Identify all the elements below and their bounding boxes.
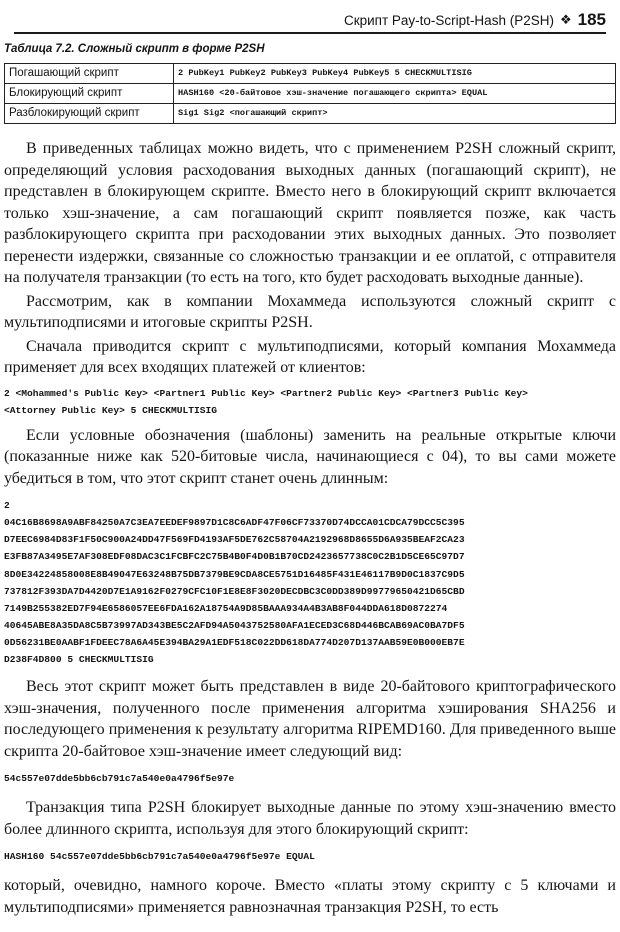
hex-script-code <box>4 497 616 668</box>
table-row <box>5 84 616 104</box>
diamond-separator-icon: ❖ <box>559 12 572 27</box>
hash-value-code: 54c557e07dde5bb6cb791c7a540e0a4796f5e97e <box>4 773 235 785</box>
paragraph: В приведенных таблицах можно видеть, что с применением P2SH сложный скрипт, определяющий условия расходования выходных данных (погашающий скрипт), не представлен в блокирующем скрипте. Вместо него в блокирующий скрипт включается только хэш-значение, а сам погашающий скрипт появляется позже, как часть разблокирующего скрипта при расходовании этих выходных данных. Это позволяет перенести издержки, связанные со сложностью транзакции и ее оплатой, с отправителя на получателя транзакции (то есть на того, кто будет расходовать выходные данные). <box>4 140 616 286</box>
code-line: D7EEC6984D83F1F50C900A24DD47F569FD4193AF5DE762C58704A2192968D8655D6A935BEAF2CA23 <box>4 534 465 546</box>
paragraph: Весь этот скрипт может быть представлен в виде 20-байтового криптографического хэш-значения, полученного после применения алгоритма хэширования SHA256 и последующего применения к результату алгоритма RIPEMD160. Для приведенного выше скрипта 20-байтовое хэш-значение имеет следующий вид: <box>4 678 616 760</box>
table-cell-value: Sig1 Sig2 <погашающий скрипт> <box>174 104 616 124</box>
code-line: 2 <box>4 500 10 512</box>
code-line: E3FB87A3495E7AF308EDF08DAC3C1FCBFC2C75B4B0F4D0B1B70CD2423657738C0C2B1D5CE65C97D7 <box>4 551 465 563</box>
code-line: 04C16B8698A9ABF84250A7C3EA7EEDEF9897D1C8C6ADF47F06CF73370D74DCCA01CDCA79DCC5C395 <box>4 517 465 529</box>
paragraph: который, очевидно, намного короче. Вместо «платы этому скрипту с 5 ключами и мультиподписями» применяется равнозначная транзакция P2SH, то есть <box>4 877 616 916</box>
table-cell-value: HASH160 <20-байтовое хэш-значение погашающего скрипта> EQUAL <box>174 84 616 104</box>
code-line: 8D0E34224858008E8B49047E63248B75DB7379BE9CDA8CE5751D16485F431E46117B9D0C1837C9D5 <box>4 568 465 580</box>
table-cell-label: Блокирующий скрипт <box>5 84 174 104</box>
table-caption: Таблица 7.2. Сложный скрипт в форме P2SH <box>4 43 265 55</box>
code-line: 2 <Mohammed's Public Key> <Partner1 Public Key> <Partner2 Public Key> <Partner3 Public Key> <box>4 387 528 399</box>
table-cell-label: Разблокирующий скрипт <box>5 104 174 124</box>
paragraph: Сначала приводится скрипт с мультиподписями, который компания Мохаммеда применяет для всех входящих платежей от клиентов: <box>4 337 616 376</box>
page-header <box>14 8 606 34</box>
table-cell-value: 2 PubKey1 PubKey2 PubKey3 PubKey4 PubKey5 5 CHECKMULTISIG <box>174 64 616 84</box>
p2sh-script-table <box>4 63 616 124</box>
locking-script-code: HASH160 54c557e07dde5bb6cb791c7a540e0a4796f5e97e EQUAL <box>4 851 315 863</box>
main-text <box>4 138 616 918</box>
table-row <box>5 104 616 124</box>
table-cell-label: Погашающий скрипт <box>5 64 174 84</box>
multisig-script-code <box>4 385 616 419</box>
code-line: D238F4D800 5 CHECKMULTISIG <box>4 654 154 666</box>
code-line: 7149B255382ED7F94E6586057EE6FDA162A18754A9D85BAAA934A4B3AB8F044DDA618D0872274 <box>4 602 448 614</box>
table-row <box>5 64 616 84</box>
code-line: 737812F393DA7D4420D7E1A9162F0279CFC10F1E8E8F3020DECDBC3C0DD389D99779650421D65CBD <box>4 585 465 597</box>
paragraph: Рассмотрим, как в компании Мохаммеда используются сложный скрипт с мультиподписями и итоговые скрипты P2SH. <box>4 292 616 331</box>
code-line: 0D56231BE0AABF1FDEEC78A6A45E394BA29A1EDF518C022DD618DA774D207D137AAB59E0B000EB7E <box>4 636 465 648</box>
code-line: 40645ABE8A35DA8C5B73997AD343BE5C2AFD94A5043752580AFA1ECED3C68D446BCAB69AC0BA7DF5 <box>4 619 465 631</box>
page-number: 185 <box>577 10 606 29</box>
code-line: <Attorney Public Key> 5 CHECKMULTISIG <box>4 404 218 416</box>
paragraph: Транзакция типа P2SH блокирует выходные данные по этому хэш-значению вместо более длинного скрипта, используя для этого блокирующий скрипт: <box>4 799 616 838</box>
running-title: Скрипт Pay-to-Script-Hash (P2SH) <box>343 12 554 28</box>
paragraph: Если условные обозначения (шаблоны) заменить на реальные открытые ключи (показанные ниже как 520-битовые числа, начинающиеся с 04), то вы сами можете убедиться в том, что этот скрипт станет очень длинным: <box>4 426 616 487</box>
